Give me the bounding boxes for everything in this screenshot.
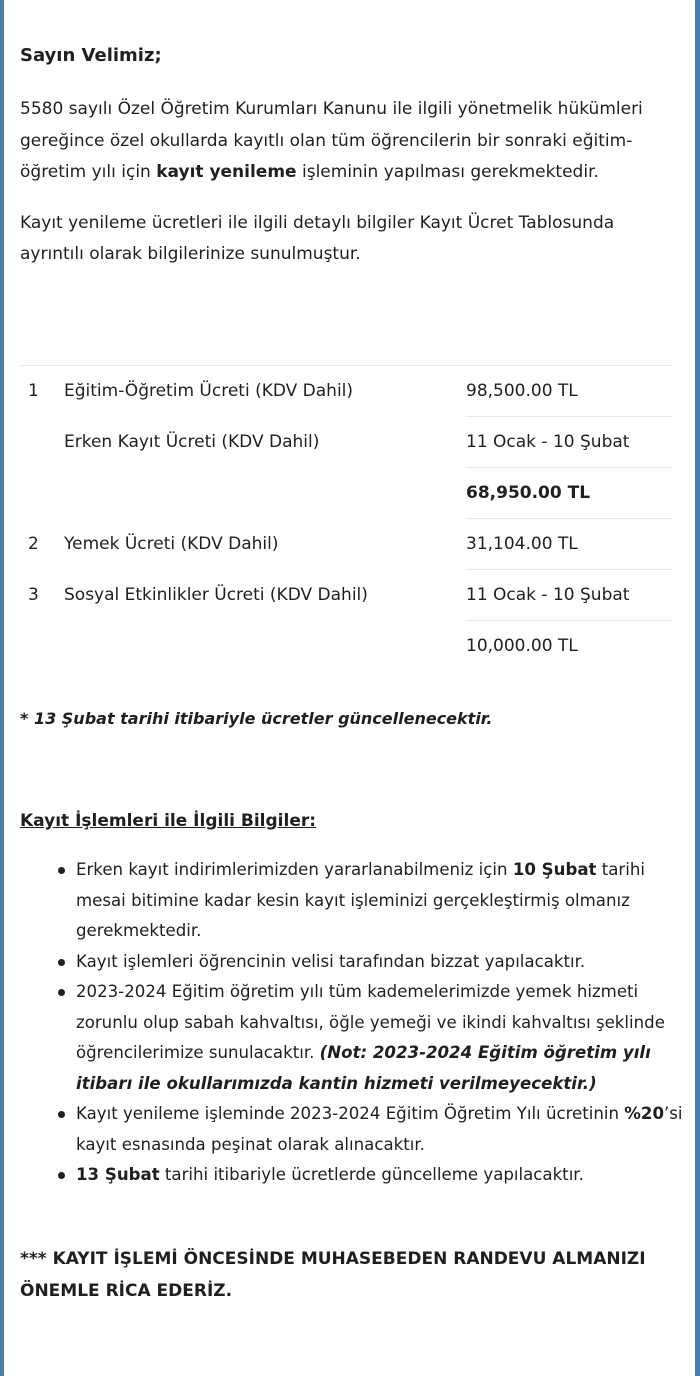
bullet-text: tarihi itibariyle ücretlerde güncelleme yapılacaktır. — [159, 1165, 584, 1184]
fee-row-value: 10,000.00 TL — [466, 636, 578, 656]
greeting-heading: Sayın Velimiz; — [20, 45, 162, 66]
list-item — [76, 947, 686, 978]
bullet-dot-icon — [58, 989, 65, 996]
fee-update-note: * 13 Şubat tarihi itibariyle ücretler güncellenecektir. — [20, 709, 493, 728]
bullet-bold-text: %20 — [624, 1104, 665, 1123]
fee-row-value: 31,104.00 TL — [466, 519, 672, 570]
fee-row — [20, 621, 672, 672]
fee-row-value: 11 Ocak - 10 Şubat — [466, 570, 672, 621]
bullet-dot-icon — [58, 959, 65, 966]
fee-row — [20, 570, 672, 621]
fee-row — [20, 519, 672, 570]
fee-row — [20, 468, 672, 519]
fee-row-value: 98,500.00 TL — [466, 366, 672, 417]
fee-row-number: 2 — [28, 534, 39, 554]
intro-bold-kayit-yenileme: kayıt yenileme — [156, 162, 297, 182]
section-title: Kayıt İşlemleri ile İlgili Bilgiler: — [20, 811, 317, 831]
fee-row-label: Sosyal Etkinlikler Ücreti (KDV Dahil) — [64, 585, 368, 605]
intro-text-1: 5580 sayılı Özel Öğretim Kurumları Kanunu ile ilgili yönetmelik hükümleri gereğince özel okullarda kayıtlı olan tüm öğrencilerin bir sonraki eğitim-öğretim yılı için — [20, 99, 643, 182]
bullet-text: 2023-2024 Eğitim öğretim yılı tüm kademelerimizde yemek hizmeti zorunlu olup sabah kahvaltısı, öğle yemeği ve ikindi kahvaltısı şeklinde öğrencilerimize sunulacaktır. — [76, 982, 665, 1062]
list-item — [76, 1099, 686, 1160]
fee-row — [20, 417, 672, 468]
fee-row-number: 1 — [28, 381, 39, 401]
fee-row-number: 3 — [28, 585, 39, 605]
bullet-text: ’si kayıt esnasında peşinat olarak alınacaktır. — [76, 1104, 683, 1154]
left-border — [0, 0, 4, 1376]
bullet-text: Erken kayıt indirimlerimizden yararlanabilmeniz için — [76, 860, 513, 879]
bullet-text: Kayıt yenileme işleminde 2023-2024 Eğitim Öğretim Yılı ücretinin — [76, 1104, 625, 1123]
bullet-text: tarihi mesai bitimine kadar kesin kayıt işleminizi gerçekleştirmiş olmanız gerekmektedir. — [76, 860, 645, 940]
bullet-bold-text: 10 Şubat — [512, 860, 597, 879]
right-border — [695, 0, 700, 1376]
list-item — [76, 855, 686, 947]
bullet-dot-icon — [58, 1172, 65, 1179]
fee-row-value: 68,950.00 TL — [466, 468, 672, 519]
fee-row-label: Eğitim-Öğretim Ücreti (KDV Dahil) — [64, 381, 354, 401]
bullet-bold-text: 13 Şubat — [76, 1165, 160, 1184]
fee-row — [20, 366, 672, 417]
info-bullet-list — [76, 855, 686, 1191]
intro-paragraph-1 — [20, 94, 670, 189]
bullet-note-text: (Not: 2023-2024 Eğitim öğretim yılı itibarı ile okullarımızda kantin hizmeti verilmeyecektir.) — [76, 1043, 651, 1093]
bullet-dot-icon — [58, 867, 65, 874]
fee-row-label: Erken Kayıt Ücreti (KDV Dahil) — [64, 432, 320, 452]
fee-table — [20, 365, 672, 672]
fee-row-value: 11 Ocak - 10 Şubat — [466, 417, 672, 468]
closing-notice: *** KAYIT İŞLEMİ ÖNCESİNDE MUHASEBEDEN RANDEVU ALMANIZI ÖNEMLE RİCA EDERİZ. — [20, 1249, 646, 1301]
list-item — [76, 1160, 686, 1191]
document-body — [20, 40, 683, 1301]
bullet-dot-icon — [58, 1111, 65, 1118]
bullet-text: Kayıt işlemleri öğrencinin velisi tarafından bizzat yapılacaktır. — [76, 951, 586, 971]
list-item — [76, 977, 686, 1099]
intro-paragraph-2: Kayıt yenileme ücretleri ile ilgili detaylı bilgiler Kayıt Ücret Tablosunda ayrıntılı olarak bilgilerinize sunulmuştur. — [20, 212, 615, 264]
intro-text-2: işleminin yapılması gerekmektedir. — [296, 162, 599, 182]
fee-row-label: Yemek Ücreti (KDV Dahil) — [64, 534, 279, 554]
